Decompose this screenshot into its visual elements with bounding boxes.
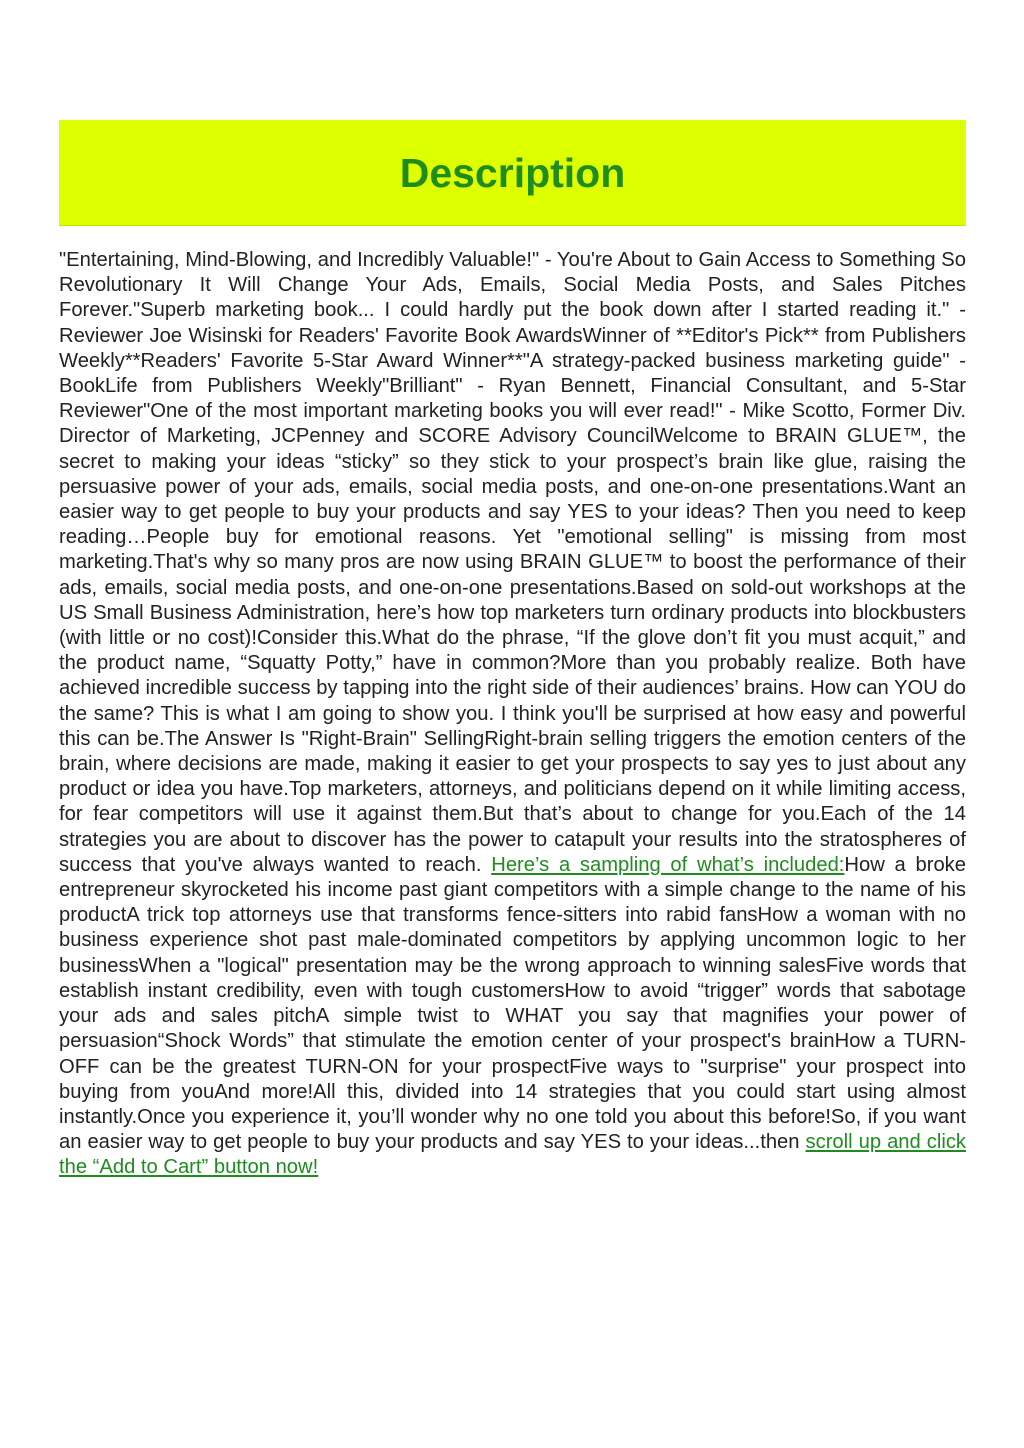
sampling-link[interactable]: Here’s a sampling of what’s included: [491, 853, 845, 876]
description-body [59, 248, 966, 1181]
description-banner [59, 120, 966, 226]
page-title: Description [399, 150, 626, 196]
description-text-part-1: "Entertaining, Mind-Blowing, and Incredibly Valuable!" - You're About to Gain Access to Something So Revolutionary It Will Change Your Ads, Emails, Social Media Posts, and Sales Pitches Forever."Superb marketing book... I could hardly put the book down after I started reading it." - Reviewer Joe Wisinski for Readers' Favorite Book AwardsWinner of **Editor's Pick** from Publishers Weekly**Readers' Favorite 5-Star Award Winner**"A strategy-packed business marketing guide" - BookLife from Publishers Weekly"Brilliant" - Ryan Bennett, Financial Consultant, and 5-Star Reviewer"One of the most important marketing books you will ever read!" - Mike Scotto, Former Div. Director of Marketing, JCPenney and SCORE Advisory CouncilWelcome to BRAIN GLUE™, the secret to making your ideas “sticky” so they stick to your prospect’s brain like glue, raising the persuasive power of your ads, emails, social media posts, and one-on-one presentations.Want an easier way to get people to buy your products and say YES to your ideas? Then you need to keep reading…People buy for emotional reasons. Yet "emotional selling" is missing from most marketing.That's why so many pros are now using BRAIN GLUE™ to boost the performance of their ads, emails, social media posts, and one-on-one presentations.Based on sold-out workshops at the US Small Business Administration, here’s how top marketers turn ordinary products into blockbusters (with little or no cost)!Consider this.What do the phrase, “If the glove don’t fit you must acquit,” and the product name, “Squatty Potty,” have in common?More than you probably realize. Both have achieved incredible success by tapping into the right side of their audiences’ brains. How can YOU do the same? This is what I am going to show you. I think you'll be surprised at how easy and powerful this can be.The Answer Is "Right-Brain" SellingRight-brain selling triggers the emotion centers of the brain, where decisions are made, making it easier to get your prospects to say yes to just about any product or idea you have.Top marketers, attorneys, and politicians depend on it while limiting access, for fear competitors will use it against them.But that’s about to change for you.Each of the 14 strategies you are about to discover has the power to catapult your results into the stratospheres of success that you've always wanted to reach. [59, 249, 966, 876]
description-text-part-2: How a broke entrepreneur skyrocketed his income past giant competitors with a simple change to the name of his productA trick top attorneys use that transforms fence-sitters into rabid fansHow a woman with no business experience shot past male-dominated competitors by applying uncommon logic to her businessWhen a "logical" presentation may be the wrong approach to winning salesFive words that establish instant credibility, even with tough customersHow to avoid “trigger” words that sabotage your ads and sales pitchA simple twist to WHAT you say that magnifies your power of persuasion“Shock Words” that stimulate the emotion center of your prospect's brainHow a TURN-OFF can be the greatest TURN-ON for your prospectFive ways to "surprise" your prospect into buying from youAnd more!All this, divided into 14 strategies that you could start using almost instantly.Once you experience it, you’ll wonder why no one told you about this before!So, if you want an easier way to get people to buy your products and say YES to your ideas...then [59, 853, 967, 1154]
add-to-cart-link[interactable]: scroll up and click the “Add to Cart” button now! [59, 1131, 967, 1179]
